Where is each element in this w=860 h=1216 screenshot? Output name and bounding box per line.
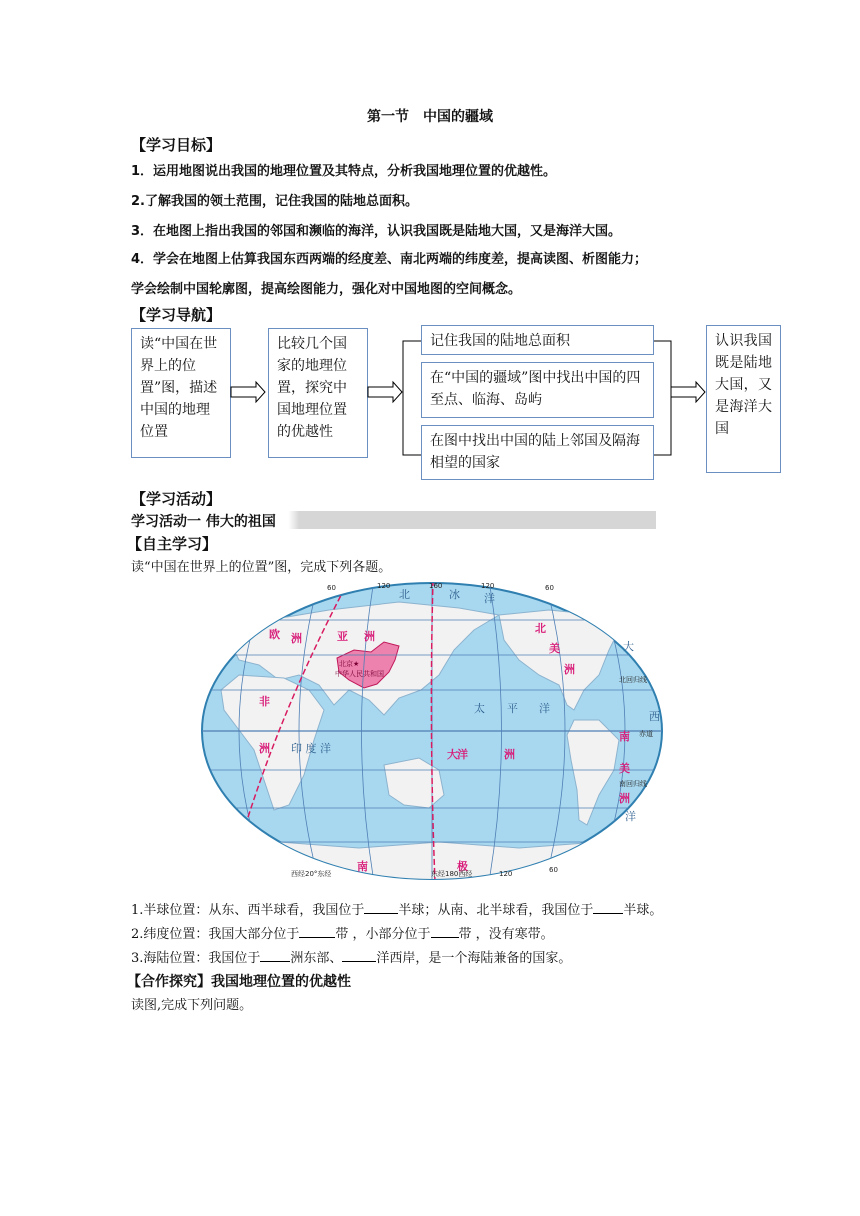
answer-blank[interactable] [260, 949, 290, 962]
question-1: 1.半球位置：从东、西半球看，我国位于 半球；从南、北半球看，我国位于 半球。 [131, 903, 663, 918]
label-tropic-s: 南回归线 [619, 780, 647, 788]
coop-header: 【合作探究】 [127, 974, 211, 990]
label-oc-b: 洋 [457, 748, 468, 761]
question-2: 2.纬度位置：我国大部分位于 带 ，小部分位于 带 ，没有寒带。 [131, 927, 554, 942]
label-tropic-n: 北回归线 [619, 676, 647, 684]
label-na-a: 北 [535, 622, 546, 635]
label-sa-a: 南 [619, 730, 630, 743]
world-map [199, 580, 666, 882]
label-lon-60a: 60 [327, 584, 336, 592]
label-lon-120c: 120 [499, 870, 513, 878]
label-indian: 印 度 洋 [291, 742, 331, 755]
self-study-header: 【自主学习】 [127, 535, 218, 553]
label-beijing: 北京★ [339, 660, 360, 668]
objective-2: 2.了解我国的领土范围，记住我国的陆地总面积。 [131, 194, 418, 209]
objective-1: 1．运用地图说出我国的地理位置及其特点，分析我国地理位置的优越性。 [131, 164, 557, 179]
label-oc-c: 洲 [504, 748, 515, 761]
label-lon-60b: 60 [545, 584, 554, 592]
label-atlantic-c: 洋 [625, 810, 636, 823]
activity-1-title: 学习活动一 伟大的祖国 [131, 514, 276, 530]
page-title: 第一节 中国的疆域 [367, 109, 493, 125]
label-asia-b: 洲 [364, 630, 375, 643]
answer-blank[interactable] [364, 901, 398, 914]
nav-arrows [0, 0, 860, 500]
answer-blank[interactable] [593, 901, 623, 914]
objective-5: 学会绘制中国轮廓图，提高绘图能力，强化对中国地图的空间概念。 [131, 282, 522, 297]
label-prc: 中华人民共和国 [335, 670, 384, 678]
navigation-header: 【学习导航】 [131, 306, 222, 324]
label-europe-a: 欧 [269, 628, 280, 641]
question-3: 3.海陆位置：我国位于 洲东部、 洋西岸，是一个海陆兼备的国家。 [131, 951, 572, 966]
bracket-left [403, 341, 421, 455]
objective-4: 4．学会在地图上估算我国东西两端的经度差、南北两端的纬度差，提高读图、析图能力； [131, 252, 648, 267]
label-atlantic-b: 西 [649, 710, 660, 723]
arrow-right-icon [231, 382, 265, 402]
label-arctic-a: 北 [399, 588, 410, 601]
label-w20e160: 西经20°东经 [291, 870, 332, 878]
label-lon-60c: 60 [549, 866, 558, 874]
coop-topic: 我国地理位置的优越性 [211, 974, 351, 990]
label-asia-a: 亚 [337, 630, 348, 643]
nav-box-describe: 读“中国在世界上的位置”图，描述中国的地理位置 [131, 328, 231, 458]
label-ant-a: 南 [357, 860, 368, 873]
arrow-right-icon [368, 382, 402, 402]
label-africa-b: 洲 [259, 742, 270, 755]
label-africa-a: 非 [259, 695, 270, 708]
label-equator: 赤道 [639, 730, 653, 738]
answer-blank[interactable] [342, 949, 376, 962]
label-lon-120a: 120 [377, 582, 391, 590]
label-na-c: 洲 [564, 663, 575, 676]
nav-box-neighbors: 在图中找出中国的陆上邻国及隔海相望的国家 [421, 425, 654, 480]
label-ant-b: 极 [457, 860, 468, 873]
objective-3: 3．在地图上指出我国的邻国和濒临的海洋，认识我国既是陆地大国，又是海洋大国。 [131, 224, 622, 239]
self-study-instruction: 读“中国在世界上的位置”图，完成下列各题。 [131, 560, 392, 575]
nav-box-conclusion: 认识我国既是陆地大国，又是海洋大国 [706, 325, 781, 473]
label-sa-b: 美 [619, 762, 630, 775]
activities-header: 【学习活动】 [131, 490, 222, 508]
label-pacific-a: 太 [474, 702, 485, 715]
coop-instruction: 读图,完成下列问题。 [131, 998, 253, 1013]
label-arctic-c: 洋 [484, 592, 495, 605]
nav-box-area: 记住我国的陆地总面积 [421, 325, 654, 355]
coop-section [127, 971, 351, 991]
label-e160w180: 东经180西经 [431, 870, 473, 878]
objectives-header: 【学习目标】 [131, 136, 222, 154]
label-oc-a: 大 [447, 748, 458, 761]
label-lon-120b: 120 [481, 582, 495, 590]
label-europe-b: 洲 [291, 632, 302, 645]
nav-box-compare: 比较几个国家的地理位置，探究中国地理位置的优越性 [268, 328, 368, 458]
answer-blank[interactable] [299, 925, 335, 938]
nav-box-extremes: 在“中国的疆域”图中找出中国的四至点、临海、岛屿 [421, 362, 654, 418]
label-na-b: 美 [549, 642, 560, 655]
label-pacific-b: 平 [507, 702, 518, 715]
answer-blank[interactable] [431, 925, 459, 938]
label-sa-c: 洲 [619, 792, 630, 805]
label-lon-160: 160 [429, 582, 443, 590]
label-pacific-c: 洋 [539, 702, 550, 715]
label-atlantic-a: 大 [623, 640, 634, 653]
bracket-right [654, 341, 671, 455]
arrow-right-icon [671, 382, 705, 402]
label-arctic-b: 冰 [449, 588, 460, 601]
